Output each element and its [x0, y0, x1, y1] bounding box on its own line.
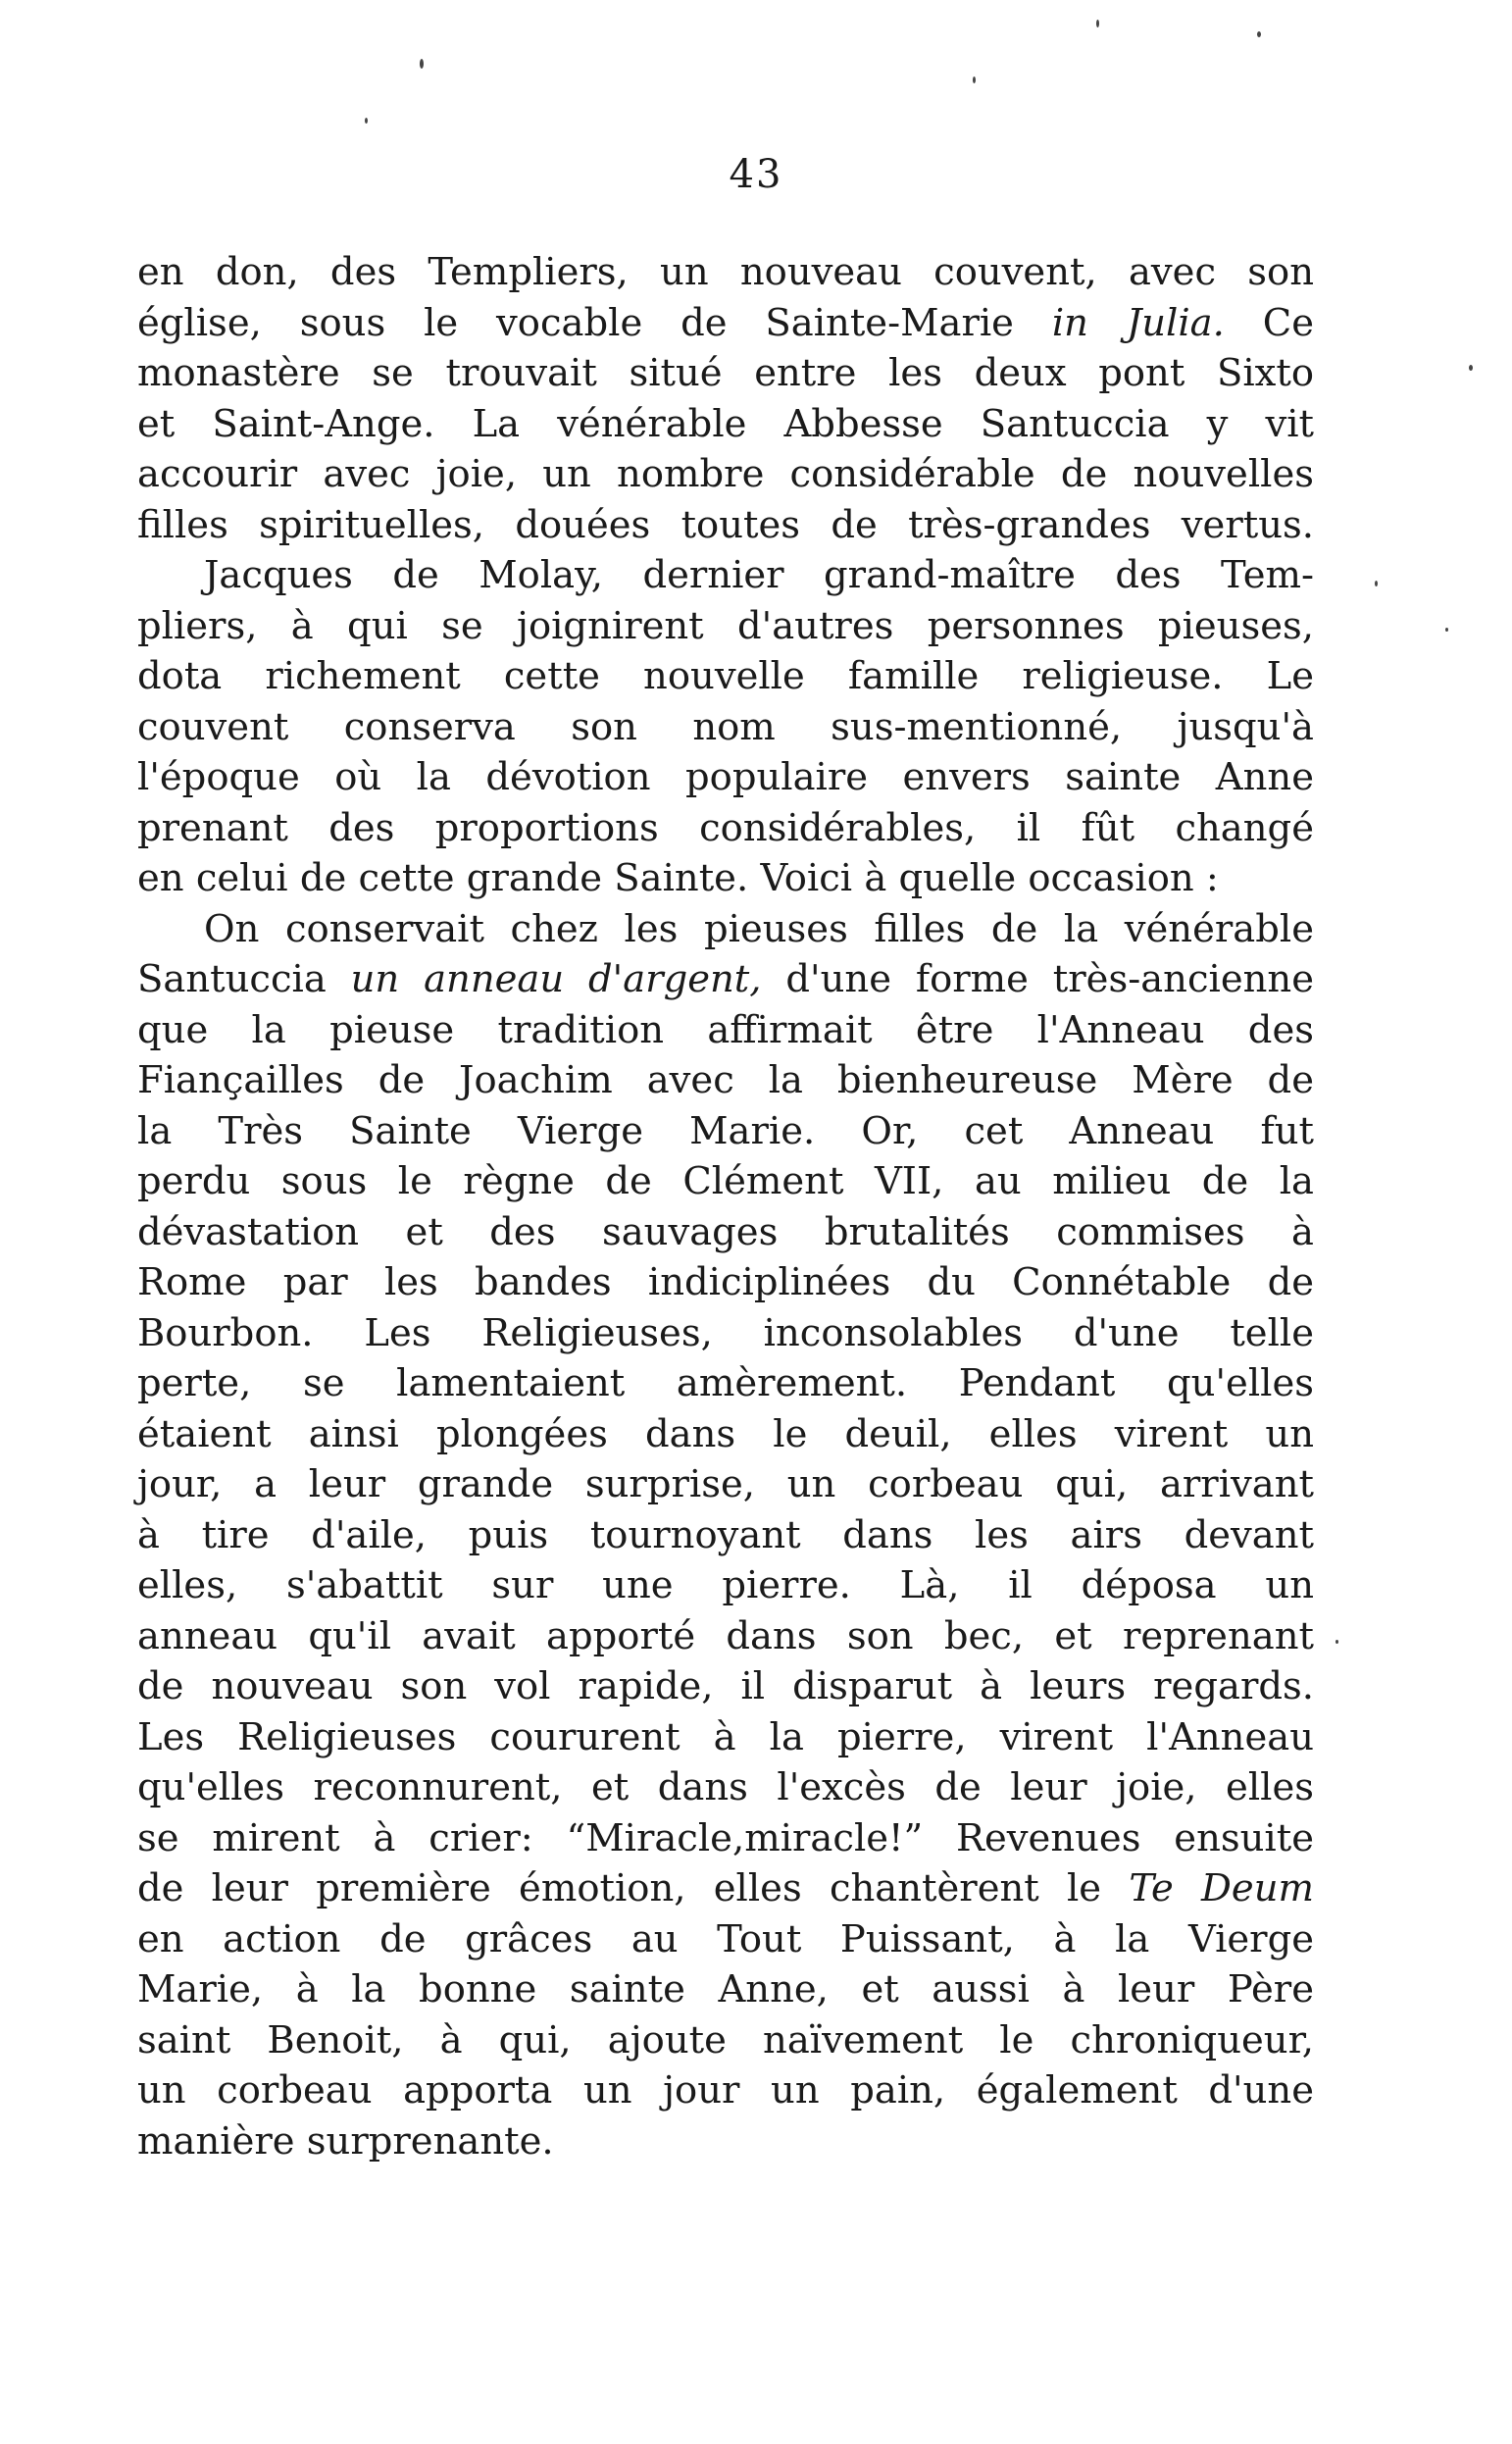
scan-speck — [1096, 20, 1099, 27]
scan-speck — [1469, 365, 1473, 371]
text-line: en don, des Templiers, un nouveau couvent, avec son — [137, 250, 1314, 294]
text-line: de nouveau son vol rapide, il disparut à leurs regards. — [137, 1664, 1314, 1708]
italic-segment: Te Deum — [1129, 1866, 1314, 1910]
text-line: Fiançailles de Joachim avec la bienheureuse Mère de — [137, 1058, 1314, 1102]
scan-speck — [1445, 628, 1448, 632]
text-line: couvent conserva son nom sus-mentionné, jusqu'à — [137, 704, 1314, 749]
text-line: Marie, à la bonne sainte Anne, et aussi à leur Père — [137, 1967, 1314, 2011]
text-line: monastère se trouvait situé entre les deux pont Sixto — [137, 351, 1314, 395]
text-line — [137, 1863, 1314, 1914]
text-line: dota richement cette nouvelle famille religieuse. Le — [137, 654, 1314, 698]
page-number: 43 — [729, 152, 783, 197]
text-line — [137, 298, 1314, 349]
text-line: accourir avec joie, un nombre considérable de nouvelles — [137, 452, 1314, 496]
text-line: se mirent à crier: “Miracle,miracle!” Revenues ensuite — [137, 1815, 1314, 1860]
scan-speck — [973, 76, 976, 83]
text-line — [137, 954, 1314, 1005]
text-line: qu'elles reconnurent, et dans l'excès de leur joie, elles — [137, 1765, 1314, 1809]
text-segment: Ce — [1224, 300, 1314, 345]
text-line: On conservait chez les pieuses filles de la vénérable — [204, 906, 1314, 951]
italic-segment: un anneau d'argent, — [350, 957, 762, 1001]
text-line: filles spirituelles, douées toutes de très-grandes vertus. — [137, 502, 1314, 547]
text-line: anneau qu'il avait apporté dans son bec, et reprenant — [137, 1613, 1314, 1658]
text-line: perte, se lamentaient amèrement. Pendant qu'elles — [137, 1361, 1314, 1405]
text-segment: de leur première émotion, elles chantèrent le — [137, 1866, 1130, 1910]
text-line: prenant des proportions considérables, il fût changé — [137, 805, 1314, 850]
text-line: saint Benoit, à qui, ajoute naïvement le chroniqueur, — [137, 2017, 1314, 2062]
text-line: l'époque où la dévotion populaire envers sainte Anne — [137, 755, 1314, 799]
text-line: la Très Sainte Vierge Marie. Or, cet Anneau fut — [137, 1108, 1314, 1153]
text-line: elles, s'abattit sur une pierre. Là, il déposa un — [137, 1563, 1314, 1607]
text-segment: Santuccia — [137, 957, 351, 1001]
scan-speck — [1375, 581, 1378, 586]
text-line: Bourbon. Les Religieuses, inconsolables d'une telle — [137, 1310, 1314, 1355]
text-line: que la pieuse tradition affirmait être l'Anneau des — [137, 1007, 1314, 1052]
text-line: Jacques de Molay, dernier grand-maître des Tem- — [204, 553, 1314, 597]
text-line: jour, a leur grande surprise, un corbeau qui, arrivant — [137, 1462, 1314, 1506]
text-line: Les Religieuses coururent à la pierre, virent l'Anneau — [137, 1714, 1314, 1759]
text-line: et Saint-Ange. La vénérable Abbesse Santuccia y vit — [137, 401, 1314, 446]
scan-speck — [1336, 1640, 1338, 1644]
text-line: dévastation et des sauvages brutalités commises à — [137, 1209, 1314, 1254]
body-text — [137, 247, 1314, 2166]
scan-speck — [1257, 31, 1261, 37]
text-line: un corbeau apporta un jour un pain, également d'une — [137, 2068, 1314, 2113]
text-line: en celui de cette grande Sainte. Voici à quelle occasion : — [137, 856, 1219, 900]
text-line: en action de grâces au Tout Puissant, à la Vierge — [137, 1916, 1314, 1961]
text-segment: d'une forme très-ancienne — [761, 957, 1315, 1001]
scan-speck — [420, 59, 424, 69]
text-line: pliers, à qui se joignirent d'autres personnes pieuses, — [137, 603, 1314, 648]
text-line: étaient ainsi plongées dans le deuil, elles virent un — [137, 1411, 1314, 1456]
text-line: manière surprenante. — [137, 2118, 554, 2164]
italic-segment: in Julia. — [1051, 300, 1225, 345]
text-line: perdu sous le règne de Clément VII, au milieu de la — [137, 1159, 1314, 1203]
scan-speck — [365, 118, 368, 124]
text-line: Rome par les bandes indiciplinées du Connétable de — [137, 1260, 1314, 1304]
text-line: à tire d'aile, puis tournoyant dans les airs devant — [137, 1512, 1314, 1557]
text-segment: église, sous le vocable de Sainte-Marie — [137, 300, 1052, 345]
